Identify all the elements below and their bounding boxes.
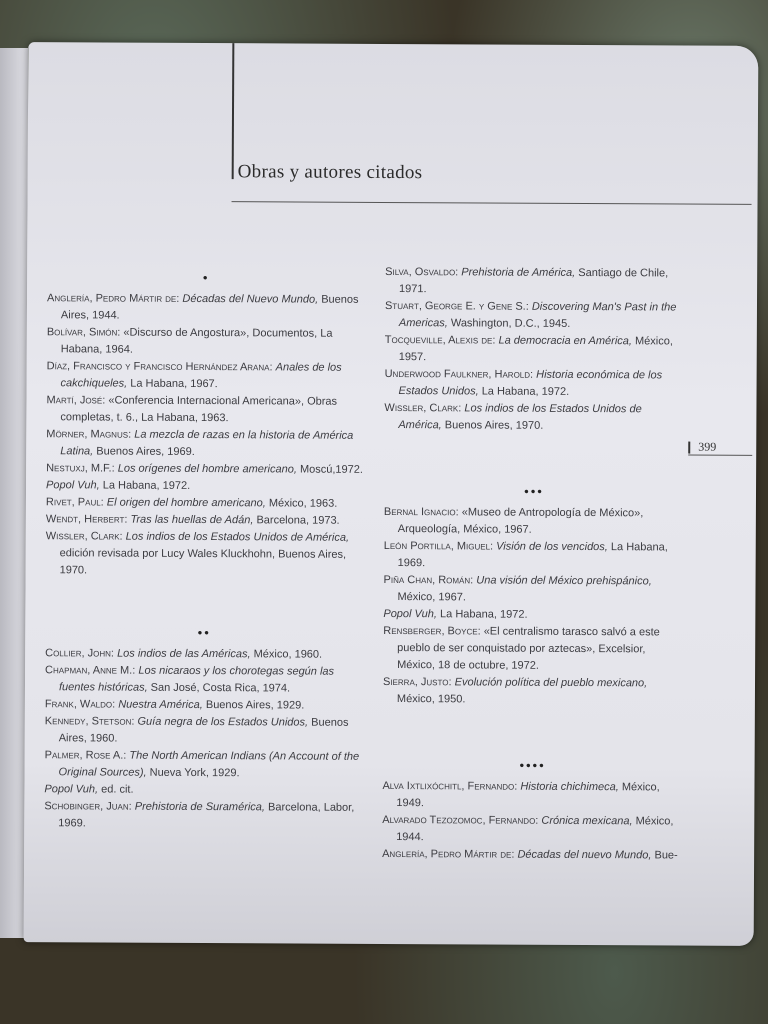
entry-author: Wissler, Clark: [384, 401, 462, 415]
bibliography-entry [46, 528, 364, 581]
entry-author: Stuart, George E. y Gene S.: [384, 299, 529, 313]
bibliography-entry [383, 606, 683, 625]
entry-work-title: The North American Indians (An Account of the Original Sources), [58, 749, 360, 779]
bibliography-section [46, 264, 366, 581]
entry-publication-details: Buenos Aires, 1970. [441, 419, 544, 432]
entry-publication-details: Moscú,1972. [296, 463, 364, 476]
bibliography-entry [382, 812, 682, 848]
bibliography-entry [47, 290, 365, 326]
bibliography-section [382, 752, 683, 865]
entry-publication-details: Barcelona, Labor, 1969. [58, 801, 355, 830]
bibliography-entry [382, 778, 682, 814]
entry-work-title: Popol Vuh, [44, 783, 99, 796]
bibliography-entry [385, 298, 685, 334]
bibliography-entry [47, 324, 365, 360]
entry-publication-details: La Habana, 1972. [99, 479, 191, 492]
page-title: Obras y autores citados [237, 161, 423, 184]
entry-author: Mörner, Magnus: [46, 428, 132, 441]
bibliography-entry [384, 366, 684, 402]
bibliography-entry [44, 747, 362, 783]
entry-work-title: Prehistoria de Suramérica, [134, 800, 266, 814]
bibliography-entry [383, 623, 683, 676]
entry-work-title: Discovering Man's Past in the Americas, [398, 300, 677, 330]
bibliography-entry [384, 538, 684, 574]
bibliography-entry [45, 662, 363, 698]
bibliography-entry [383, 572, 683, 608]
entry-work-title: La mezcla de razas en la historia de América Latina, [60, 428, 354, 458]
bibliography-entry [46, 494, 364, 513]
bibliography-section [384, 264, 685, 436]
section-marker: •• [197, 624, 211, 641]
entry-author: Sierra, Justo: [382, 675, 452, 689]
entry-publication-details: San José, Costa Rica, 1974. [147, 681, 291, 695]
entry-author: Martí, José: [46, 394, 106, 407]
entry-publication-details: La Habana, 1967. [127, 377, 218, 391]
entry-work-title: Los indios de los Estados Unidos de América, [398, 402, 642, 432]
entry-author: Rensberger, Boyce: [383, 624, 481, 638]
entry-work-title: Prehistoria de América, [461, 266, 576, 279]
entry-publication-details: Buenos Aires, 1929. [202, 699, 305, 712]
entry-publication-details: México, 1949. [396, 781, 660, 810]
entry-publication-details: edición revisada por Lucy Wales Kluckhohn, Buenos Aires, 1970. [59, 547, 347, 577]
bibliography-entry [44, 781, 362, 800]
bibliography-section [44, 619, 363, 834]
entry-work-title: Nuestra América, [118, 698, 203, 712]
entry-publication-details: La Habana, 1972. [436, 608, 528, 621]
entry-author: Tocqueville, Alexis de: [384, 333, 496, 347]
entry-author: Bernal Ignacio: [383, 505, 459, 519]
entry-author: Wendt, Herbert: [45, 513, 128, 526]
section-marker: ••• [524, 483, 544, 499]
entry-work-title: Décadas del nuevo Mundo, [517, 848, 652, 862]
entry-publication-details: «Museo de Antropología de México», Arqueología, México, 1967. [397, 506, 644, 536]
bibliography-entry [45, 696, 363, 715]
entry-work-title: Historia chichimeca, [520, 780, 619, 794]
entry-author: Wissler, Clark: [45, 530, 123, 543]
bibliography-entry [45, 645, 363, 664]
entry-author: Díaz, Francisco y Francisco Hernández Arana: [46, 360, 273, 374]
entry-author: Silva, Osvaldo: [385, 265, 459, 279]
entry-author: Palmer, Rose A.: [44, 749, 127, 762]
entry-work-title: Visión de los vencidos, [496, 540, 608, 554]
entry-work-title: Anales de los cakchiqueles, [60, 361, 342, 390]
entry-publication-details: México, 1957. [398, 335, 673, 364]
bibliography-entry [44, 798, 362, 834]
entry-work-title: Evolución política del pueblo mexicano, [454, 676, 648, 690]
entry-publication-details: La Habana, 1969. [397, 541, 668, 570]
entry-work-title: Historia económica de los Estados Unidos, [398, 368, 663, 398]
bibliography-entry [383, 674, 683, 710]
bibliography-entry [47, 358, 365, 394]
bibliography-entry [385, 264, 685, 300]
entry-work-title: Los orígenes del hombre americano, [117, 462, 297, 476]
bibliography-entry [46, 511, 364, 530]
section-marker: •••• [519, 757, 546, 773]
entry-author: Chapman, Anne M.: [45, 664, 136, 677]
entry-publication-details: La Habana, 1972. [478, 385, 570, 398]
entry-publication-details: «Discurso de Angostura», Documentos, La Habana, 1964. [60, 326, 333, 356]
left-column [44, 264, 365, 834]
right-column [382, 264, 685, 865]
entry-publication-details: Barcelona, 1973. [253, 514, 340, 527]
entry-work-title: Una visión del México prehispánico, [476, 574, 652, 588]
entry-publication-details: Bue- [651, 849, 678, 862]
book-page [24, 42, 759, 946]
entry-work-title: Tras las huellas de Adán, [130, 513, 254, 527]
page-number-text: 399 [698, 439, 717, 454]
bibliography-section [383, 478, 684, 710]
entry-author: León Portilla, Miguel: [383, 539, 494, 553]
entry-publication-details: Washington, D.C., 1945. [447, 317, 571, 330]
entry-publication-details: Nueva York, 1929. [146, 766, 240, 780]
entry-publication-details: México, 1963. [265, 497, 338, 510]
entry-work-title: Décadas del Nuevo Mundo, [182, 292, 319, 306]
entry-author: Bolívar, Simón: [46, 326, 121, 339]
entry-work-title: Los indios de las Américas, [117, 647, 251, 661]
entry-work-title: Los indios de los Estados Unidos de América, [125, 530, 350, 544]
entry-author: Schobinger, Juan: [44, 800, 132, 813]
entry-publication-details: ed. cit. [98, 783, 134, 796]
entry-publication-details: «El centralismo tarasco salvó a este pueblo de ser conquistado por aztecas», Excelsior, México, 18 de octubre, 1972. [397, 625, 660, 672]
page-number [688, 440, 752, 456]
bibliography-entry [46, 460, 364, 479]
entry-author: Anglería, Pedro Mártir de: [46, 292, 180, 305]
entry-author: Kennedy, Stetson: [44, 715, 135, 728]
header-vertical-rule [232, 43, 235, 179]
section-marker: • [202, 270, 210, 286]
entry-author: Alva Ixtlixóchitl, Fernando: [382, 779, 518, 793]
entry-author: Piña Chan, Román: [383, 573, 474, 587]
entry-work-title: Los nicaraos y los chorotegas según las fuentes históricas, [58, 664, 335, 694]
entry-work-title: Crónica mexicana, [541, 814, 633, 828]
entry-author: Anglería, Pedro Mártir de: [382, 847, 515, 861]
bibliography-entry [46, 392, 364, 428]
entry-publication-details: México, 1950. [396, 693, 466, 706]
entry-work-title: La democracia en América, [498, 334, 633, 348]
entry-publication-details: México, 1960. [250, 648, 323, 661]
entry-author: Frank, Waldo: [44, 698, 116, 711]
entry-author: Collier, John: [45, 647, 115, 660]
bibliography-entry [382, 846, 682, 865]
entry-publication-details: Buenos Aires, 1944. [60, 293, 359, 322]
bibliography-entry [384, 400, 684, 436]
entry-publication-details: «Conferencia Internacional Americana», Obras completas, t. 6., La Habana, 1963. [60, 394, 338, 425]
entry-publication-details: México, 1967. [397, 591, 466, 604]
entry-publication-details: Buenos Aires, 1960. [58, 716, 349, 745]
entry-work-title: Popol Vuh, [383, 607, 438, 621]
entry-author: Nestuxj, M.F.: [46, 462, 115, 475]
entry-author: Alvarado Tezozomoc, Fernando: [382, 813, 539, 827]
entry-work-title: Guía negra de los Estados Unidos, [137, 715, 309, 729]
entry-author: Underwood Faulkner, Harold: [384, 367, 534, 381]
bibliography-entry [45, 713, 363, 749]
bibliography-entry [384, 504, 684, 540]
entry-publication-details: México, 1944. [396, 815, 674, 844]
entry-publication-details: Santiago de Chile, 1971. [399, 266, 669, 296]
bibliography-entry [46, 426, 364, 462]
entry-work-title: El origen del hombre americano, [106, 496, 266, 510]
entry-work-title: Popol Vuh, [46, 479, 100, 492]
header-horizontal-rule [232, 201, 752, 205]
entry-publication-details: Buenos Aires, 1969. [93, 445, 195, 458]
bibliography-entry [46, 477, 364, 496]
bibliography-entry [385, 332, 685, 368]
entry-author: Rivet, Paul: [45, 496, 104, 509]
